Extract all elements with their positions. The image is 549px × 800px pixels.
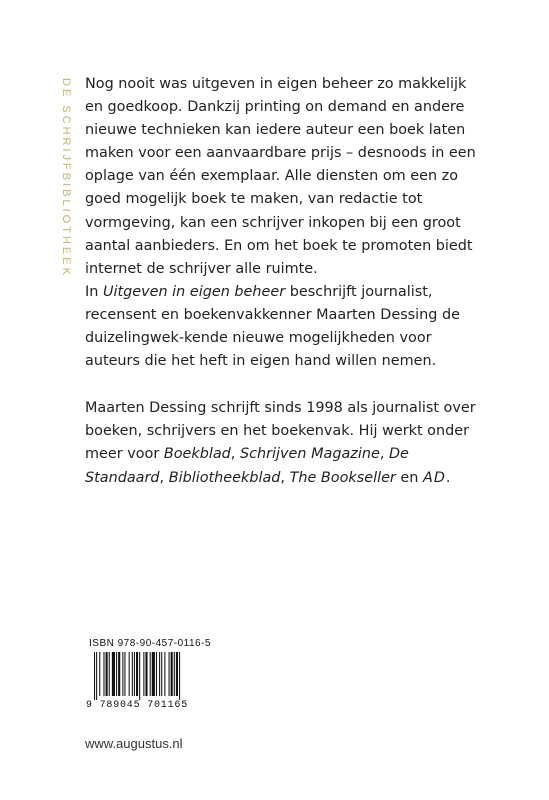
barcode-bar bbox=[139, 652, 140, 700]
barcode-bar bbox=[103, 652, 104, 696]
isbn-barcode bbox=[86, 638, 219, 715]
barcode-bar bbox=[94, 652, 95, 700]
barcode-bar bbox=[134, 652, 135, 696]
author-bio: Maarten Dessing schrijft sinds 1998 als journalist over boeken, schrijvers en het boekenvak. Hij werkt onder meer voor Boekblad, Schrijven Magazine, De Standaard, Bibliotheekblad, The Bookseller en AD. bbox=[85, 400, 476, 486]
blurb-paragraph-2: In Uitgeven in eigen beheer beschrijft journalist, recensent en boekenvakkenner Maarten Dessing de duizelingwek-kende nieuwe mogelijkheden voor auteurs die het heft in eigen hand willen nemen. bbox=[85, 283, 460, 370]
barcode-bar bbox=[118, 652, 120, 696]
publication-bibliotheekblad: Bibliotheekblad bbox=[168, 469, 281, 486]
barcode-bar bbox=[136, 652, 138, 696]
barcode-bar bbox=[96, 652, 97, 700]
barcode-bars bbox=[86, 652, 219, 702]
barcode-bar bbox=[145, 652, 147, 696]
isbn-label: ISBN 978-90-457-0116-5 bbox=[89, 638, 211, 649]
barcode-bar bbox=[161, 652, 162, 696]
publication-boekblad: Boekblad bbox=[163, 446, 231, 463]
series-title: DE SCHRIJFBIBLIOTHEEK bbox=[60, 78, 72, 278]
barcode-digits: 9 789045 701165 bbox=[86, 700, 189, 711]
barcode-bar bbox=[99, 652, 100, 696]
publication-schrijven-magazine: Schrijven Magazine bbox=[239, 446, 380, 463]
barcode-bar bbox=[152, 652, 155, 696]
barcode-bar bbox=[129, 652, 130, 696]
barcode-bar bbox=[169, 652, 170, 696]
barcode-bar bbox=[112, 652, 115, 696]
barcode-bar bbox=[176, 652, 178, 696]
barcode-bar bbox=[116, 652, 117, 696]
barcode-bar bbox=[171, 652, 173, 696]
barcode-bar bbox=[124, 652, 125, 696]
barcode-bar bbox=[159, 652, 160, 696]
book-title: Uitgeven in eigen beheer bbox=[102, 283, 286, 300]
barcode-bar bbox=[122, 652, 123, 696]
publisher-url: www.augustus.nl bbox=[85, 736, 183, 751]
publication-ad: AD bbox=[422, 469, 446, 486]
barcode-bar bbox=[156, 652, 157, 696]
barcode-bar bbox=[164, 652, 165, 696]
back-cover-text bbox=[85, 73, 485, 490]
barcode-bar bbox=[143, 652, 144, 696]
barcode-bar bbox=[174, 652, 175, 696]
barcode-bar bbox=[150, 652, 151, 696]
barcode-bar bbox=[109, 652, 110, 696]
blurb-paragraph-1: Nog nooit was uitgeven in eigen beheer zo makkelijk en goedkoop. Dankzij printing on demand en andere nieuwe technieken kan iedere auteur een boek laten maken voor een aanvaardbare prijs – desnoods in een oplage van één exemplaar. Alle diensten om een zo goed mogelijk boek te maken, van redactie tot vormgeving, kan een schrijver inkopen bij een groot aantal aanbieders. En om het boek te promoten biedt internet de schrijver alle ruimte. bbox=[85, 76, 476, 277]
publication-the-bookseller: The Bookseller bbox=[289, 469, 396, 486]
barcode-bar bbox=[106, 652, 108, 696]
publication-de-standaard: De Standaard bbox=[85, 446, 409, 486]
barcode-bar bbox=[132, 652, 133, 696]
barcode-bar bbox=[179, 652, 180, 700]
